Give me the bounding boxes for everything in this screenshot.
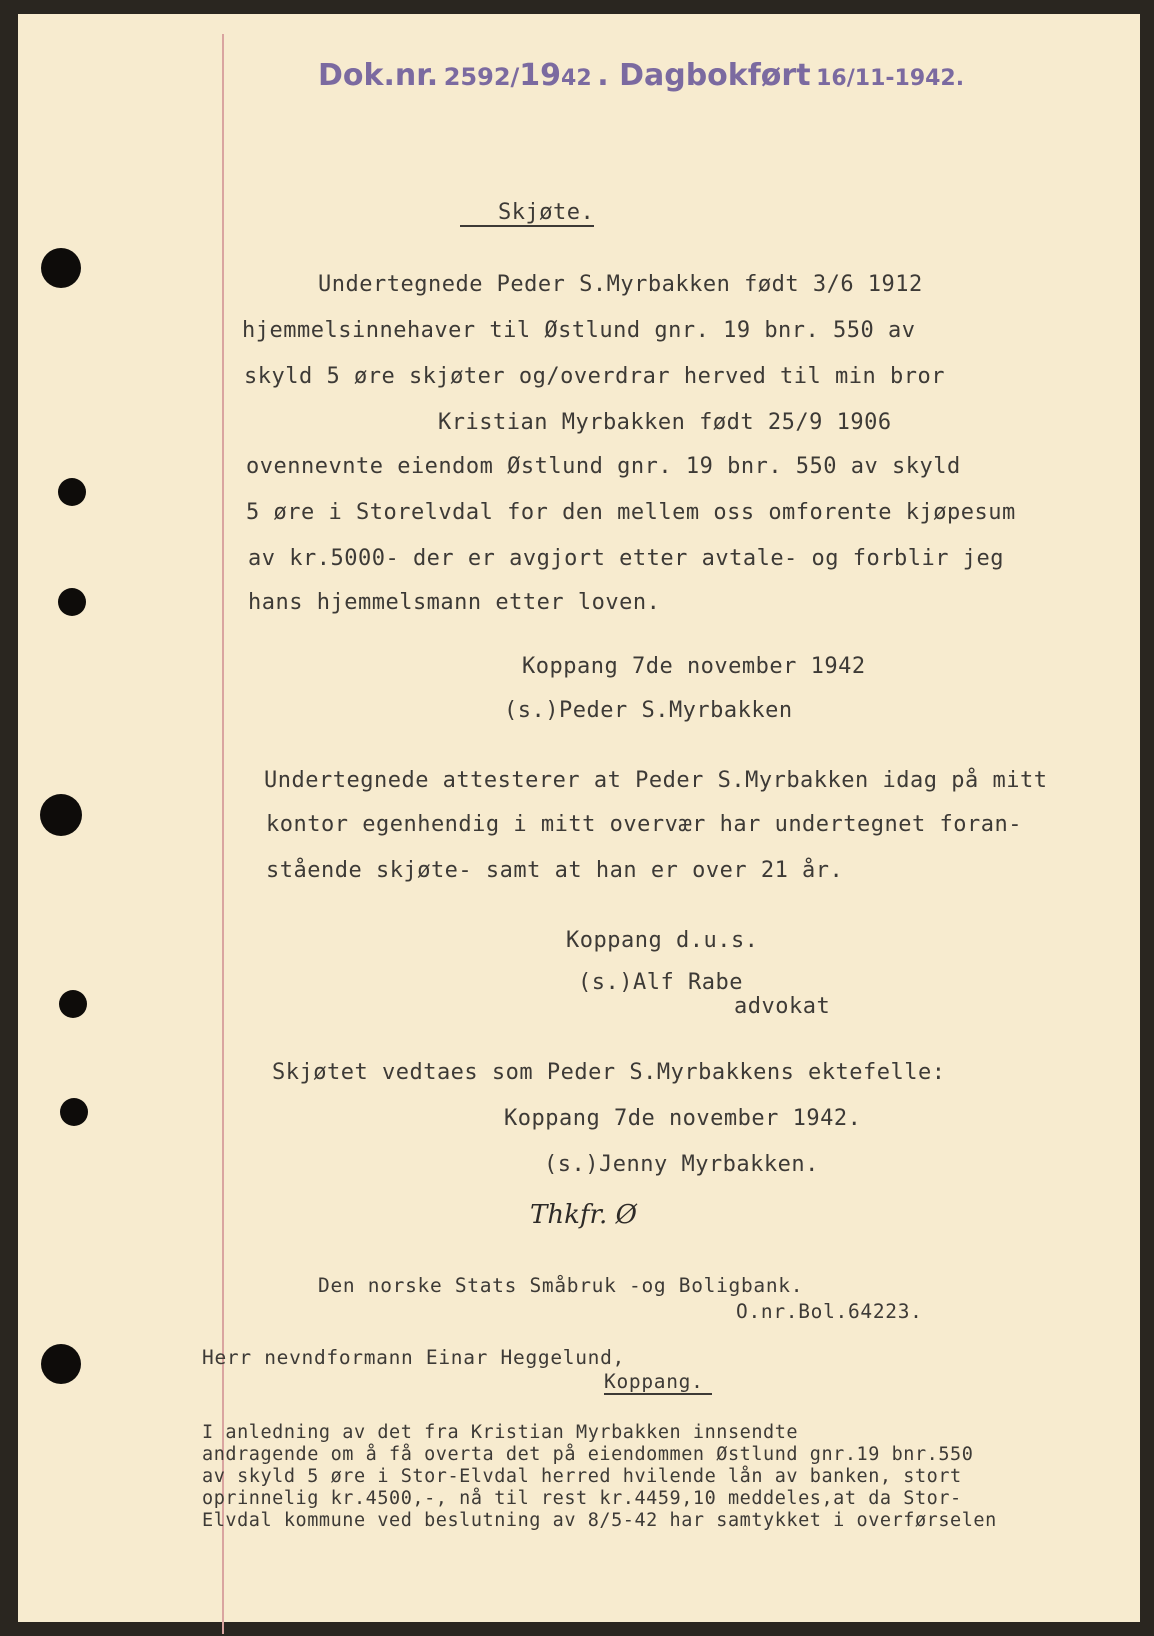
handwritten-initials: Thkfr. Ø (530, 1200, 637, 1230)
letter-body-line-2: andragende om å få overta det på eiendommen Østlund gnr.19 bnr.550 (202, 1444, 974, 1465)
deed-line-7: av kr.5000- der er avgjort etter avtale- og forblir jeg (248, 546, 1004, 571)
attestation-line-3: stående skjøte- samt at han er over 21 år. (266, 858, 844, 883)
year-suffix: 42 (561, 66, 592, 91)
deed-line-3: skyld 5 øre skjøter og/overdrar herved til min bror (244, 364, 946, 389)
letter-place: Koppang. (604, 1370, 712, 1395)
deed-line-2: hjemmelsinnehaver til Østlund gnr. 19 bnr. 550 av (242, 318, 916, 343)
deed-line-8: hans hjemmelsmann etter loven. (248, 590, 661, 615)
deed-signature: (s.)Peder S.Myrbakken (504, 698, 793, 723)
deed-line-4: Kristian Myrbakken født 25/9 1906 (438, 410, 892, 435)
stamp-date: 16/11-1942. (816, 66, 965, 91)
binder-hole (58, 478, 86, 506)
dok-nr-label: Dok.nr. (318, 58, 439, 93)
letter-body-line-3: av skyld 5 øre i Stor-Elvdal herred hvilende lån av banken, stort (202, 1466, 962, 1487)
spouse-place-date: Koppang 7de november 1942. (504, 1106, 862, 1131)
bank-name: Den norske Stats Småbruk -og Boligbank. (318, 1274, 804, 1297)
letter-body-line-4: oprinnelig kr.4500,-, nå til rest kr.4459,10 meddeles,at da Stor- (202, 1488, 962, 1509)
spouse-line: Skjøtet vedtaes som Peder S.Myrbakkens ektefelle: (272, 1060, 946, 1085)
attestation-line-2: kontor egenhendig i mitt overvær har undertegnet foran- (266, 812, 1022, 837)
dok-nr-stamp (318, 58, 964, 93)
bank-ref: O.nr.Bol.64223. (736, 1300, 923, 1323)
binder-hole (40, 794, 82, 836)
letter-body-line-1: I anledning av det fra Kristian Myrbakken innsendte (202, 1422, 799, 1443)
deed-title: Skjøte. (460, 200, 594, 227)
dok-number: 2592/ (443, 63, 520, 91)
deed-place-date: Koppang 7de november 1942 (522, 654, 866, 679)
attestation-signature: (s.)Alf Rabe (578, 970, 743, 995)
deed-line-6: 5 øre i Storelvdal for den mellem oss omforente kjøpesum (246, 500, 1016, 525)
spouse-signature: (s.)Jenny Myrbakken. (544, 1152, 819, 1177)
letter-addressee: Herr nevndformann Einar Heggelund, (202, 1346, 625, 1369)
attestation-place: Koppang d.u.s. (566, 928, 759, 953)
binder-hole (60, 1098, 88, 1126)
deed-line-5: ovennevnte eiendom Østlund gnr. 19 bnr. 550 av skyld (246, 454, 961, 479)
attestation-title: advokat (734, 994, 831, 1019)
binder-hole (41, 1344, 81, 1384)
year-prefix: 19 (519, 58, 562, 93)
binder-hole (58, 588, 86, 616)
letter-body-line-5: Elvdal kommune ved beslutning av 8/5-42 har samtykket i overførselen (202, 1510, 997, 1531)
margin-line (222, 34, 224, 1634)
dagbokfort-label: . Dagbokført (597, 58, 811, 93)
attestation-line-1: Undertegnede attesterer at Peder S.Myrbakken idag på mitt (264, 768, 1048, 793)
document-page (18, 14, 1140, 1622)
deed-line-1: Undertegnede Peder S.Myrbakken født 3/6 1912 (318, 272, 923, 297)
binder-hole (41, 248, 81, 288)
binder-hole (59, 990, 87, 1018)
